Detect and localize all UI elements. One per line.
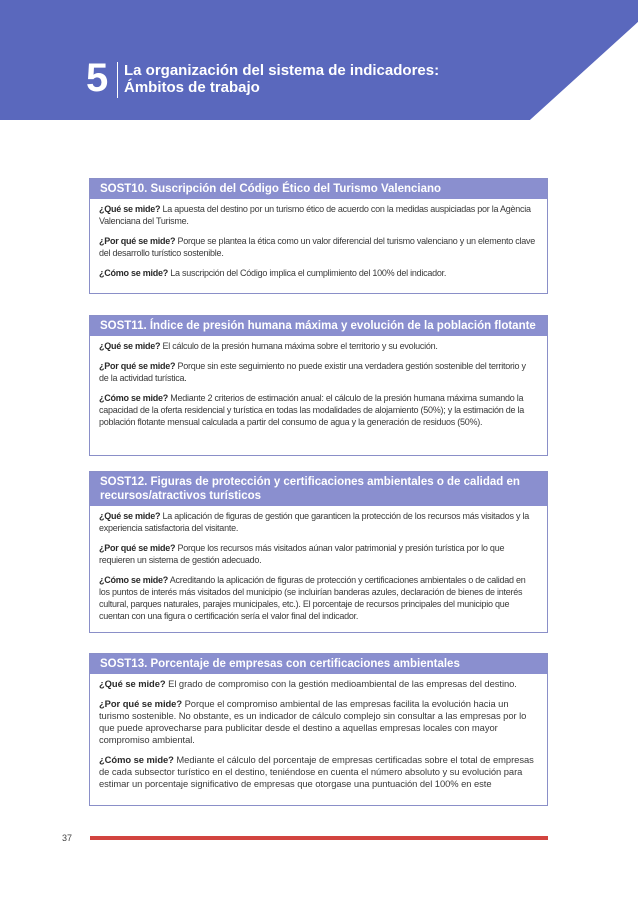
what-text: La apuesta del destino por un turismo ético de acuerdo con la medidas auspiciadas por la Agència Valenciana del Turisme.	[99, 204, 531, 226]
why-paragraph	[99, 360, 537, 384]
how-paragraph	[99, 392, 537, 428]
what-label: ¿Qué se mide?	[99, 204, 161, 214]
chapter-title-line1: La organización del sistema de indicadores:	[124, 62, 440, 79]
indicator-box-sost11	[89, 315, 548, 456]
how-paragraph	[99, 574, 537, 622]
what-label: ¿Qué se mide?	[99, 678, 166, 689]
chapter-separator	[117, 62, 118, 98]
what-paragraph	[99, 678, 537, 690]
indicator-box-sost10	[89, 178, 548, 294]
indicator-title: SOST12. Figuras de protección y certificaciones ambientales o de calidad en recursos/atractivos turísticos	[90, 472, 547, 506]
how-label: ¿Cómo se mide?	[99, 575, 169, 585]
why-paragraph	[99, 235, 537, 259]
how-label: ¿Cómo se mide?	[99, 754, 174, 765]
what-paragraph	[99, 510, 537, 534]
indicator-title: SOST10. Suscripción del Código Ético del Turismo Valenciano	[90, 179, 547, 199]
indicator-body	[90, 336, 547, 428]
chapter-header-banner	[0, 0, 638, 120]
why-label: ¿Por qué se mide?	[99, 698, 183, 709]
what-text: El grado de compromiso con la gestión medioambiental de las empresas del destino.	[165, 678, 517, 689]
indicator-body	[90, 506, 547, 622]
how-text: Mediante 2 criterios de estimación anual: el cálculo de la presión humana máxima sumando la capacidad de la oferta residencial y turística en todas las modalidades de alojamiento (50%); y la estimación de la población flotante mensual calculada a partir del consumo de agua y la generación de residuos (50%).	[99, 393, 525, 427]
what-paragraph	[99, 340, 537, 352]
indicator-body	[90, 674, 547, 790]
chapter-number: 5	[86, 56, 109, 100]
why-text: Porque sin este seguimiento no puede existir una verdadera gestión sostenible del territorio y de la actividad turística.	[99, 361, 526, 383]
why-label: ¿Por qué se mide?	[99, 236, 176, 246]
indicator-body	[90, 199, 547, 279]
what-label: ¿Qué se mide?	[99, 341, 161, 351]
what-paragraph	[99, 203, 537, 227]
why-paragraph	[99, 698, 537, 746]
how-paragraph	[99, 754, 537, 790]
how-text: Mediante el cálculo del porcentaje de empresas certificadas sobre el total de empresas de cada subsector turístico en el destino, teniéndose en cuenta el número absoluto y su evolución para estimar un porcentaje significativo de empresas que otorgase una puntuación del 100% en este	[99, 754, 534, 789]
why-paragraph	[99, 542, 537, 566]
what-text: La aplicación de figuras de gestión que garanticen la protección de los recursos más visitados y la experiencia satisfactoria del visitante.	[99, 511, 530, 533]
chapter-title	[124, 62, 454, 96]
why-label: ¿Por qué se mide?	[99, 543, 176, 553]
indicator-title: SOST13. Porcentaje de empresas con certificaciones ambientales	[90, 654, 547, 674]
why-label: ¿Por qué se mide?	[99, 361, 176, 371]
how-text: Acreditando la aplicación de figuras de protección y certificaciones ambientales o de calidad en los puntos de interés más visitados del municipio (se incluirían banderas azules, declaración de bienes de interés cultural, parques naturales, parajes municipales, etc.). El porcentaje de recursos principales del municipio que cuentan con una figura o certificación sería el valor final del indicador.	[99, 575, 526, 621]
footer-rule	[90, 836, 548, 840]
why-text: Porque el compromiso ambiental de las empresas facilita la evolución hacia un turismo sostenible. No obstante, es un indicador de cálculo complejo sin consultar a las empresas por lo que puede aprovecharse para publicitar desde el destino a aquellas empresas locales con mayor compromiso ambiental.	[99, 698, 527, 745]
indicator-box-sost12	[89, 471, 548, 633]
how-paragraph	[99, 267, 537, 279]
why-text: Porque se plantea la ética como un valor diferencial del turismo valenciano y un elemento clave del desarrollo turístico sostenible.	[99, 236, 535, 258]
how-text: La suscripción del Código implica el cumplimiento del 100% del indicador.	[168, 268, 447, 278]
indicator-box-sost13	[89, 653, 548, 806]
how-label: ¿Cómo se mide?	[99, 393, 169, 403]
how-label: ¿Cómo se mide?	[99, 268, 169, 278]
what-label: ¿Qué se mide?	[99, 511, 161, 521]
page-number: 37	[62, 833, 73, 843]
chapter-title-line2: Ámbitos de trabajo	[124, 79, 260, 96]
why-text: Porque los recursos más visitados aúnan valor patrimonial y presión turística por lo que requieren un sistema de gestión adecuado.	[99, 543, 505, 565]
indicator-title: SOST11. Índice de presión humana máxima y evolución de la población flotante	[90, 316, 547, 336]
what-text: El cálculo de la presión humana máxima sobre el territorio y su evolución.	[160, 341, 438, 351]
